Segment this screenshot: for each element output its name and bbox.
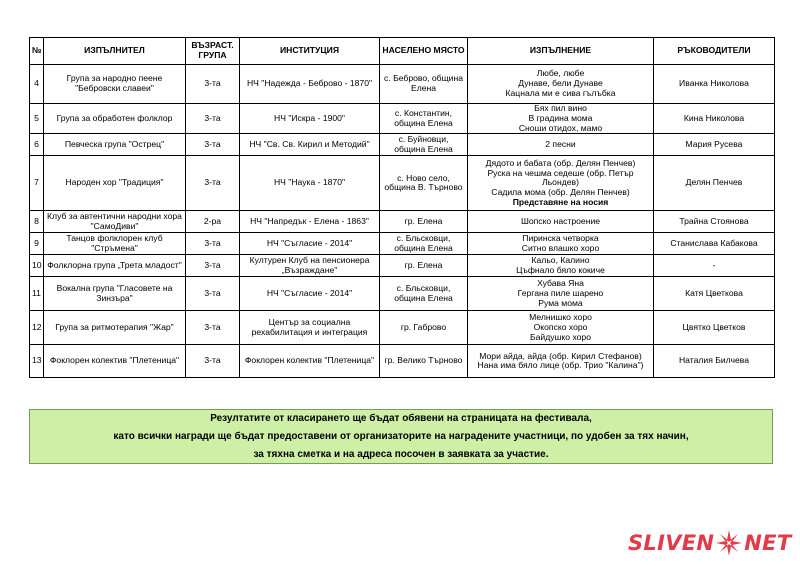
row-number-cell: 5	[30, 104, 44, 134]
performance-line: Дядото и бабата (обр. Делян Пенчев)	[485, 157, 636, 168]
age-group-cell: 3-та	[186, 345, 240, 378]
performance-line: Мори айда, айда (обр. Кирил Стефанов)	[479, 350, 642, 361]
institution-cell: НЧ "Св. Св. Кирил и Методий"	[240, 134, 380, 156]
age-group-cell: 3-та	[186, 311, 240, 345]
header-place: НАСЕЛЕНО МЯСТО	[380, 38, 468, 65]
place-cell: с. Ново село, община В. Търново	[380, 156, 468, 211]
institution-cell: НЧ "Съгласие - 2014"	[240, 277, 380, 311]
table-header-row	[30, 38, 775, 65]
table-row	[30, 65, 775, 104]
performer-cell: Народен хор "Традиция"	[44, 156, 186, 211]
institution-cell: Културен Клуб на пенсионера „Възраждане"	[240, 255, 380, 277]
performance-cell	[468, 65, 654, 104]
table-row	[30, 255, 775, 277]
star-burst-icon	[716, 530, 742, 556]
header-performance: ИЗПЪЛНЕНИЕ	[468, 38, 654, 65]
performance-line: Представяне на носия	[512, 197, 609, 208]
header-number: №	[30, 38, 44, 65]
leader-cell: Кина Николова	[654, 104, 775, 134]
performance-line: Мелнишко хоро	[529, 312, 592, 323]
place-cell: гр. Габрово	[380, 311, 468, 345]
row-number-cell: 9	[30, 233, 44, 255]
header-institution: ИНСТИТУЦИЯ	[240, 38, 380, 65]
header-age-group: ВЪЗРАСТ. ГРУПА	[186, 38, 240, 65]
performance-line: Кацнала ми е сива гълъбка	[505, 87, 616, 98]
header-performer: ИЗПЪЛНИТЕЛ	[44, 38, 186, 65]
place-cell: с. Беброво, община Елена	[380, 65, 468, 104]
row-number-cell: 4	[30, 65, 44, 104]
leader-cell: Иванка Николова	[654, 65, 775, 104]
logo-text-right: NET	[744, 531, 792, 555]
age-group-cell: 3-та	[186, 156, 240, 211]
performance-line: Любе, любе	[536, 68, 585, 79]
performance-line: Окопско хоро	[533, 321, 588, 332]
place-cell: с. Бльсковци, община Елена	[380, 233, 468, 255]
performer-cell: Фолклорна група „Трета младост"	[44, 255, 186, 277]
performance-line: Цъфнало бяло кокиче	[516, 264, 605, 275]
performance-line: Гергана пиле шарено	[517, 287, 604, 298]
notice-line: за тяхна сметка и на адреса посочен в заявката за участие.	[253, 448, 549, 460]
performance-line: Хубава Яна	[537, 278, 584, 289]
performance-line: В градина мома	[528, 112, 593, 123]
table-row	[30, 345, 775, 378]
header-leaders: РЪКОВОДИТЕЛИ	[654, 38, 775, 65]
performance-line: Садила мома (обр. Делян Пенчев)	[491, 187, 630, 198]
performance-cell	[468, 156, 654, 211]
performer-cell: Група за обработен фолклор	[44, 104, 186, 134]
sliven-net-logo	[628, 528, 793, 558]
table-row	[30, 311, 775, 345]
institution-cell: НЧ "Наука - 1870"	[240, 156, 380, 211]
performer-cell: Танцов фолклорен клуб "Стръмена"	[44, 233, 186, 255]
performance-line: Бях пил вино	[534, 103, 587, 113]
place-cell: гр. Елена	[380, 255, 468, 277]
table-body	[30, 65, 775, 378]
age-group-cell: 3-та	[186, 277, 240, 311]
leader-cell: Катя Цветкова	[654, 277, 775, 311]
place-cell: с. Буйновци, община Елена	[380, 134, 468, 156]
row-number-cell: 12	[30, 311, 44, 345]
performance-line: Кальо, Калино	[531, 255, 590, 266]
performance-cell	[468, 233, 654, 255]
participants-table	[29, 37, 775, 378]
age-group-cell: 2-ра	[186, 211, 240, 233]
place-cell: с. Бльсковци, община Елена	[380, 277, 468, 311]
leader-cell: -	[654, 255, 775, 277]
leader-cell: Мария Русева	[654, 134, 775, 156]
performance-cell	[468, 211, 654, 233]
performer-cell: Група за народно пеене "Бебровски славеи"	[44, 65, 186, 104]
performance-cell	[468, 277, 654, 311]
row-number-cell: 13	[30, 345, 44, 378]
leader-cell: Станислава Кабакова	[654, 233, 775, 255]
performer-cell: Фоклорен колектив "Плетеница"	[44, 345, 186, 378]
age-group-cell: 3-та	[186, 255, 240, 277]
performance-line: Дунаве, бели Дунаве	[518, 78, 603, 89]
age-group-cell: 3-та	[186, 233, 240, 255]
logo-text-left: SLIVEN	[628, 531, 715, 555]
table-row	[30, 211, 775, 233]
table-row	[30, 134, 775, 156]
performance-cell	[468, 311, 654, 345]
performance-line: Ситно влашко хоро	[521, 242, 600, 253]
institution-cell: НЧ "Напредък - Елена - 1863"	[240, 211, 380, 233]
results-notice	[29, 409, 773, 464]
performance-cell	[468, 255, 654, 277]
row-number-cell: 10	[30, 255, 44, 277]
performance-line: Шопско настроение	[520, 215, 601, 226]
age-group-cell: 3-та	[186, 104, 240, 134]
performance-cell	[468, 104, 654, 134]
performance-cell	[468, 134, 654, 156]
institution-cell: НЧ "Искра - 1900"	[240, 104, 380, 134]
performance-line: Рума мома	[538, 297, 583, 308]
performance-line: Байдушко хоро	[530, 331, 591, 342]
row-number-cell: 8	[30, 211, 44, 233]
performer-cell: Вокална група "Гласовете на Зинзъра"	[44, 277, 186, 311]
leader-cell: Трайна Стоянова	[654, 211, 775, 233]
row-number-cell: 6	[30, 134, 44, 156]
row-number-cell: 7	[30, 156, 44, 211]
place-cell: с. Константин, община Елена	[380, 104, 468, 134]
place-cell: гр. Велико Търново	[380, 345, 468, 378]
notice-line: Резултатите от класирането ще бъдат обявени на страницата на фестивала,	[210, 412, 592, 424]
table-row	[30, 233, 775, 255]
leader-cell: Делян Пенчев	[654, 156, 775, 211]
age-group-cell: 3-та	[186, 134, 240, 156]
performance-line: Нана има бяло лице (обр. Трио "Калина")	[477, 360, 644, 371]
row-number-cell: 11	[30, 277, 44, 311]
table-row	[30, 104, 775, 134]
notice-line: като всички награди ще бъдат предоставени от организаторите на наградените участници, по удобен за тях начин,	[113, 430, 689, 442]
performer-cell: Певческа група "Острец"	[44, 134, 186, 156]
institution-cell: НЧ "Съгласие - 2014"	[240, 233, 380, 255]
institution-cell: Център за социална рехабилитация и интеграция	[240, 311, 380, 345]
table-row	[30, 156, 775, 211]
age-group-cell: 3-та	[186, 65, 240, 104]
performance-line: Пиринска четворка	[522, 233, 599, 244]
table-row	[30, 277, 775, 311]
performance-cell	[468, 345, 654, 378]
performance-line: Сноши отидох, мамо	[518, 122, 603, 133]
leader-cell: Цвятко Цветков	[654, 311, 775, 345]
performance-line: 2 песни	[545, 138, 576, 149]
performance-line: Руска на чешма седеше (обр. Петър Льондев)	[487, 167, 634, 188]
leader-cell: Наталия Билчева	[654, 345, 775, 378]
performer-cell: Група за ритмотерапия "Жар"	[44, 311, 186, 345]
performer-cell: Клуб за автентични народни хора "СамоДиви"	[44, 211, 186, 233]
institution-cell: Фоклорен колектив "Плетеница"	[240, 345, 380, 378]
place-cell: гр. Елена	[380, 211, 468, 233]
institution-cell: НЧ "Надежда - Беброво - 1870"	[240, 65, 380, 104]
